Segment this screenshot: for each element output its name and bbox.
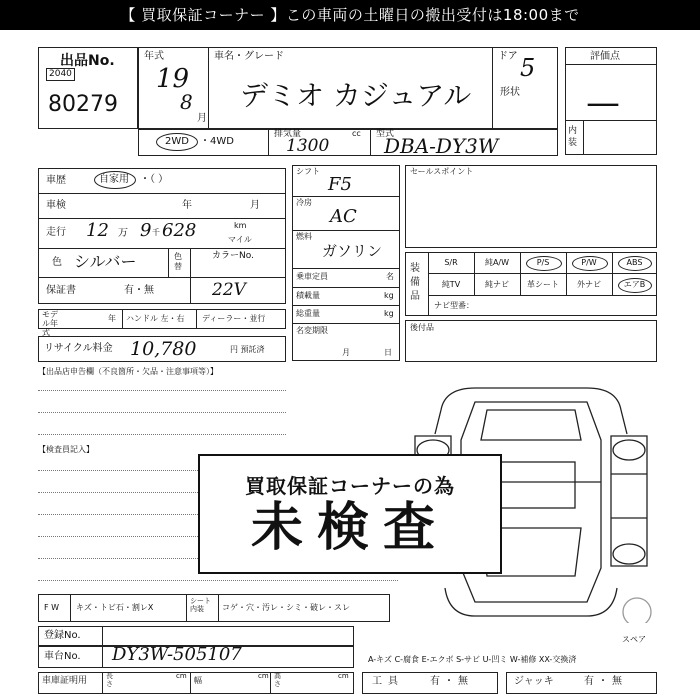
equip-ps: P/S	[536, 258, 550, 267]
equip-pw: P/W	[581, 258, 597, 267]
warranty-label: 保証書	[46, 285, 76, 296]
seat-text: コゲ・穴・汚レ・シミ・破レ・スレ	[222, 603, 350, 612]
fw-label: F W	[44, 603, 60, 612]
mileage-sen: 9	[140, 220, 152, 241]
retrofit-box	[405, 320, 657, 362]
shift-label: シフト	[296, 167, 320, 176]
mileage-sen-unit: 千	[152, 228, 160, 237]
history-rest: ・（ ）	[140, 174, 169, 185]
name-change-label: 名変期限	[296, 326, 328, 335]
chassis-label: 車台No.	[44, 651, 81, 662]
navi-model-label: ナビ型番：	[434, 301, 474, 310]
warranty-value: 有・無	[124, 285, 154, 296]
equip-airbag: エアB	[623, 280, 646, 289]
lot-number: 80279	[48, 92, 118, 117]
inspection-label: 車検	[46, 200, 66, 211]
jack-label: ジャッキ	[514, 676, 554, 687]
registration-row	[38, 626, 354, 646]
mileage-rest: 628	[162, 220, 197, 241]
registration-label: 登録No.	[44, 630, 81, 641]
load-unit: kg	[384, 291, 394, 300]
model-year-label: モデル年式	[42, 310, 58, 337]
model-value: デミオ カジュアル	[240, 79, 472, 112]
year-label: 年式	[144, 51, 164, 62]
sales-point-label: セールスポイント	[410, 167, 474, 176]
ac-value: AC	[330, 206, 357, 227]
retrofit-label: 後付品	[410, 323, 434, 332]
equipment-label: 装備品	[410, 263, 420, 302]
seats-unit: 名	[386, 272, 394, 281]
cert-label: 車庫証明用	[42, 676, 88, 686]
shape-label: 形状	[500, 87, 520, 98]
year-month-unit: 月	[197, 113, 207, 124]
inspector-label: 【検査員記入】	[38, 445, 94, 454]
weight-label: 総重量	[296, 309, 320, 318]
equip-abs: ABS	[626, 258, 643, 267]
history-value: 自家用	[99, 174, 129, 185]
score-label: 評価点	[590, 51, 620, 62]
cert-length-unit: cm	[176, 672, 187, 680]
color-value: シルバー	[74, 252, 137, 271]
doors-value: 5	[520, 54, 536, 82]
drive-2wd: 2WD	[165, 136, 189, 147]
stamp-main: 未検査	[250, 498, 449, 558]
spare-label: スペア	[622, 635, 646, 644]
seats-label: 乗車定員	[296, 272, 328, 281]
displacement-value: 1300	[286, 136, 330, 156]
model-year-unit: 年	[108, 314, 116, 323]
mileage-unit-mile: マイル	[228, 235, 252, 244]
load-label: 積載量	[296, 291, 320, 300]
dealer-value: ディーラー・並行	[202, 314, 266, 323]
sales-point-box	[405, 165, 657, 248]
cert-height: 高さ	[274, 672, 281, 688]
displacement-unit: cc	[352, 129, 361, 138]
recycle-unit: 円 預託済	[230, 345, 265, 354]
equip-leather: 革シート	[527, 280, 559, 289]
type-value: DBA-DY3W	[384, 134, 499, 158]
lot-code: 2040	[46, 68, 75, 81]
jack-value: 有・無	[584, 676, 626, 687]
not-inspected-stamp	[198, 454, 502, 574]
mileage-man: 12	[86, 220, 109, 241]
drive-4wd: ・4WD	[200, 136, 234, 147]
declaration-label: 【出品店申告欄（不良箇所・欠品・注意事項等）】	[38, 367, 218, 376]
shift-value: F5	[328, 174, 352, 195]
equip-navi: 純ナビ	[485, 280, 509, 289]
inspection-month-unit: 月	[250, 200, 260, 211]
chassis-value: DY3W-505107	[112, 644, 242, 665]
fw-text: キズ・トビ石・割レX	[76, 603, 154, 612]
name-change-day: 日	[384, 348, 392, 357]
top-banner: 【 買取保証コーナー 】この車両の土曜日の搬出受付は18:00まで	[0, 0, 700, 30]
color-label: 色	[52, 257, 62, 268]
mileage-man-unit: 万	[118, 228, 128, 239]
cert-width-unit: cm	[258, 672, 269, 680]
name-change-month: 月	[342, 348, 350, 357]
cert-width: 幅	[194, 676, 202, 685]
score-value: —	[586, 83, 620, 123]
tools-label: 工具	[372, 676, 404, 687]
type-label: 型式	[376, 129, 395, 139]
color-no-label: カラーNo.	[212, 251, 254, 261]
year-month: 8	[180, 90, 193, 114]
interior-label: 内装	[568, 126, 578, 148]
recycle-label: リサイクル料金	[44, 343, 113, 354]
equip-sr: S/R	[444, 258, 458, 267]
cert-length: 長さ	[106, 672, 113, 688]
equip-ext-navi: 外ナビ	[577, 280, 601, 289]
doors-label: ドア	[498, 51, 518, 62]
inspection-year-unit: 年	[182, 200, 192, 211]
ac-label: 冷房	[296, 198, 312, 207]
fuel-label: 燃料	[296, 232, 312, 241]
seat-label: シート内装	[190, 597, 211, 614]
displacement-label: 排気量	[274, 129, 302, 139]
lot-label: 出品No.	[60, 53, 115, 69]
fuel-value: ガソリン	[322, 242, 383, 260]
model-label: 車名・グレード	[214, 51, 284, 62]
cert-height-unit: cm	[338, 672, 349, 680]
weight-unit: kg	[384, 309, 394, 318]
stamp-sub: 買取保証コーナーの為	[245, 474, 455, 498]
damage-legend: A-キズ C-腐食 E-エクボ S-サビ U-凹ミ W-補修 XX-交換済	[368, 655, 577, 664]
mileage-label: 走行	[46, 227, 66, 238]
color-no-value: 22V	[212, 280, 246, 300]
equip-aw: 純A/W	[484, 258, 510, 267]
history-label: 車歴	[46, 175, 66, 186]
year-value: 19	[156, 64, 190, 94]
color-change-label: 色替	[174, 252, 182, 272]
recycle-value: 10,780	[130, 338, 197, 360]
handle-value: ハンドル 左・右	[126, 314, 185, 323]
equip-tv: 純TV	[441, 280, 461, 289]
mileage-unit-km: km	[234, 221, 247, 230]
tools-value: 有・無	[430, 676, 472, 687]
